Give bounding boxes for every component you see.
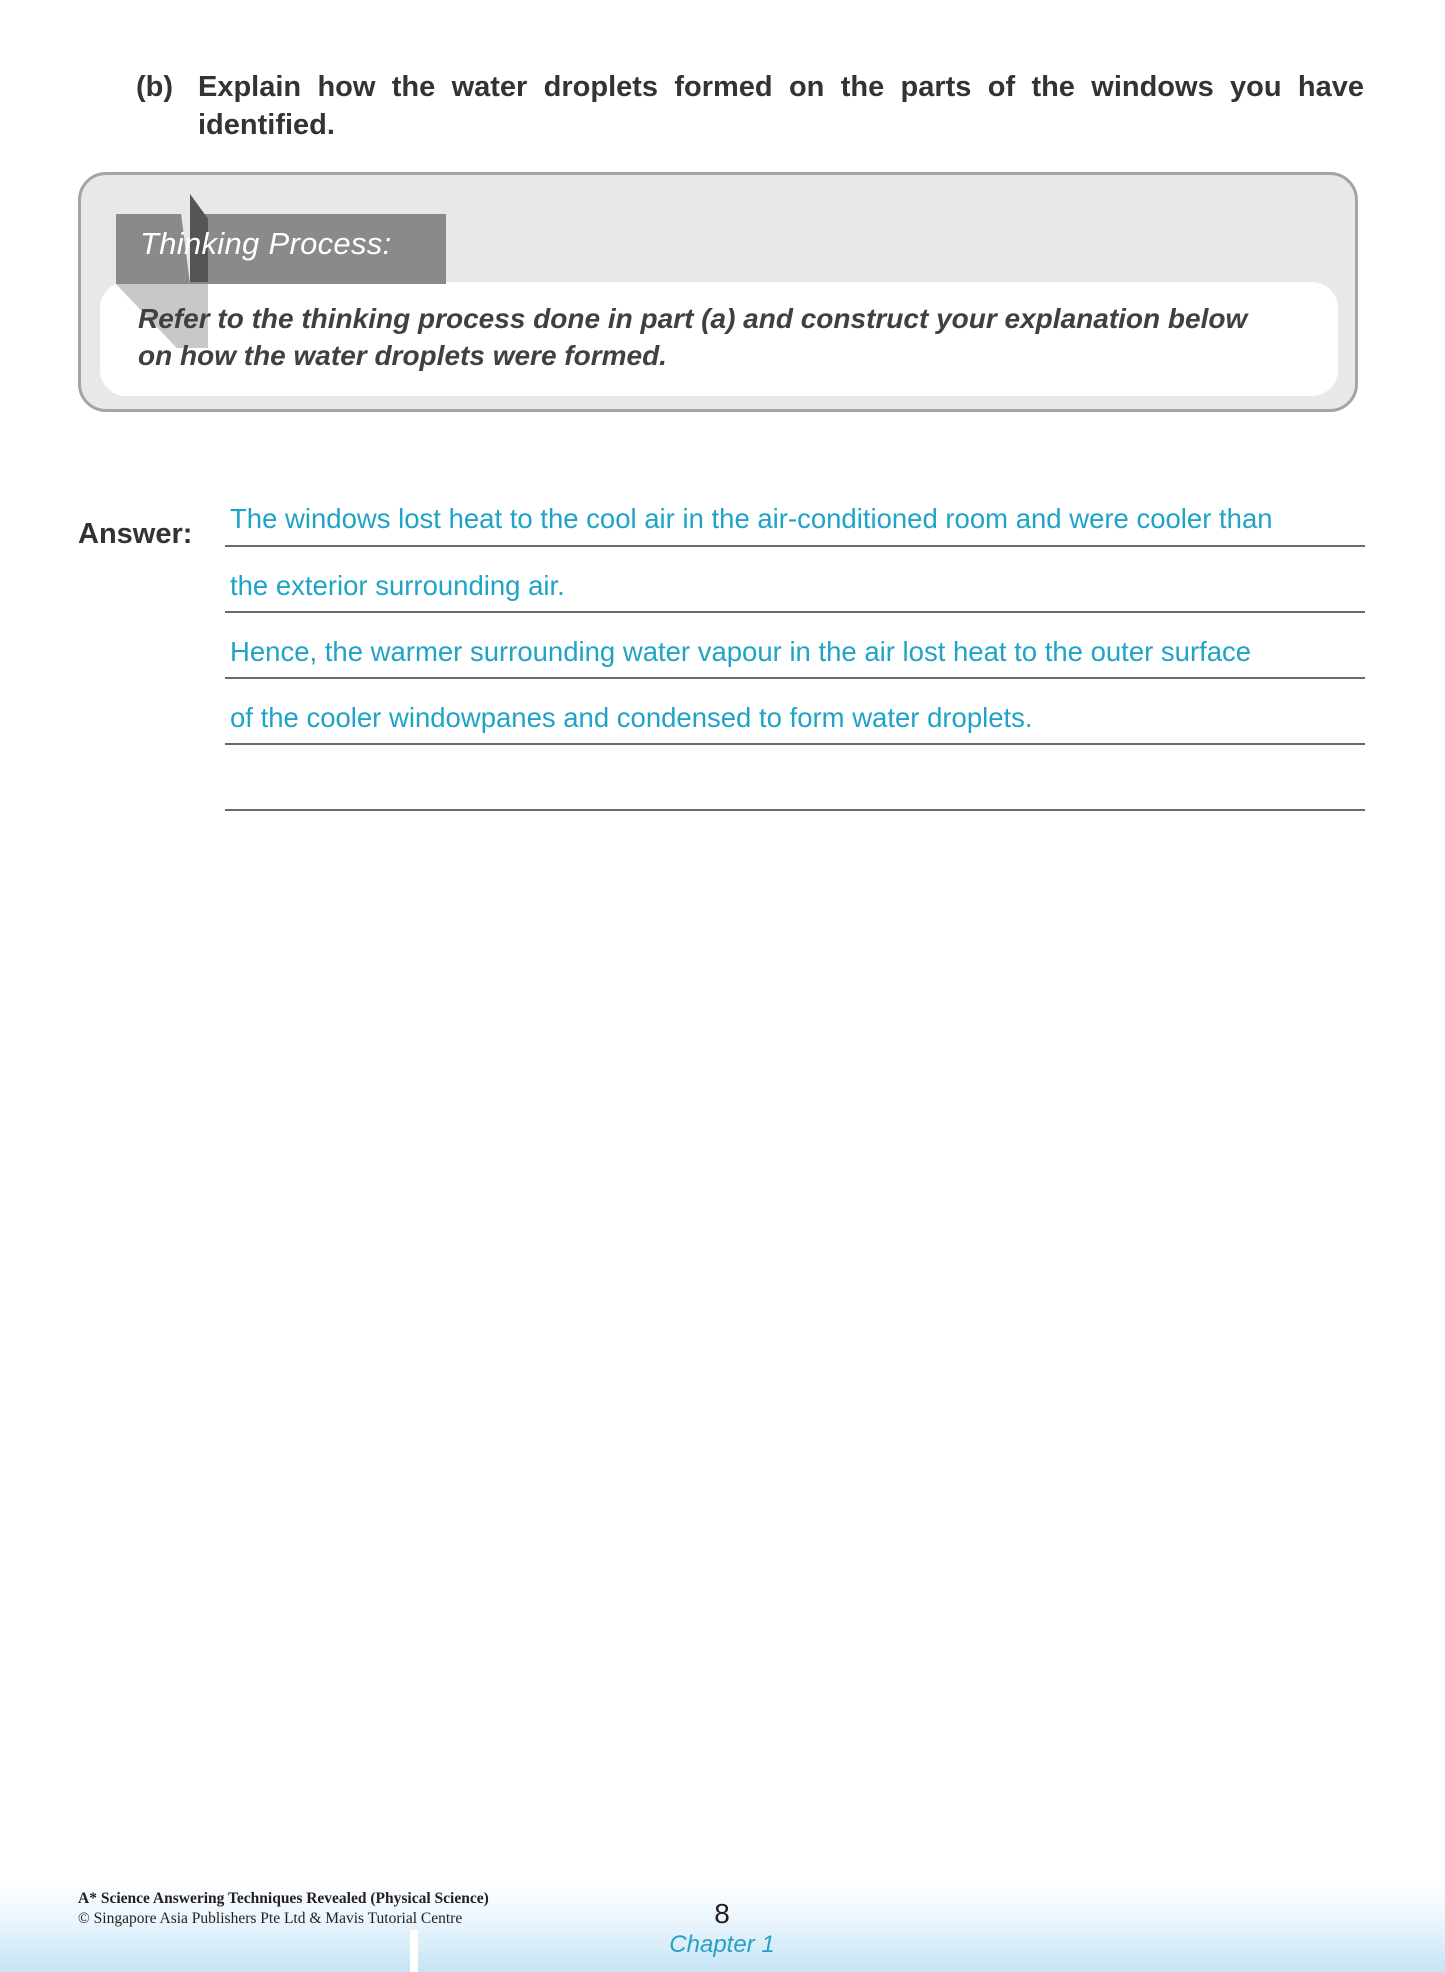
thinking-process-line-1: Refer to the thinking process done in part (a) and construct your explanation below <box>138 303 1248 334</box>
question-number: (b) <box>136 71 174 103</box>
question-text: Explain how the water droplets formed on the parts of the windows you have identified. <box>198 71 1364 141</box>
answer-line-3: Hence, the warmer surrounding water vapour in the air lost heat to the outer surface <box>230 636 1252 667</box>
answer-rule-1 <box>225 545 1365 547</box>
question-b <box>136 68 1364 144</box>
footer-copyright: © Singapore Asia Publishers Pte Ltd & Mavis Tutorial Centre <box>78 1910 463 1927</box>
answer-rule-2 <box>225 611 1365 613</box>
chapter-label: Chapter 1 <box>669 1931 775 1958</box>
answer-line-1: The windows lost heat to the cool air in the air-conditioned room and were cooler than <box>230 503 1273 534</box>
answer-line-4: of the cooler windowpanes and condensed to form water droplets. <box>230 702 1033 733</box>
footer-divider <box>410 1930 418 1972</box>
thinking-process-line-2: on how the water droplets were formed. <box>138 340 667 371</box>
answer-line-2: the exterior surrounding air. <box>230 570 565 601</box>
footer-book-title: A* Science Answering Techniques Revealed (Physical Science) <box>78 1890 489 1907</box>
answer-rule-5 <box>225 809 1365 811</box>
answer-rule-4 <box>225 743 1365 745</box>
thinking-process-title: Thinking Process: <box>140 226 392 261</box>
answer-rule-3 <box>225 677 1365 679</box>
page-number: 8 <box>714 1898 730 1929</box>
answer-label: Answer: <box>78 518 193 550</box>
thinking-process-body <box>138 300 1338 374</box>
